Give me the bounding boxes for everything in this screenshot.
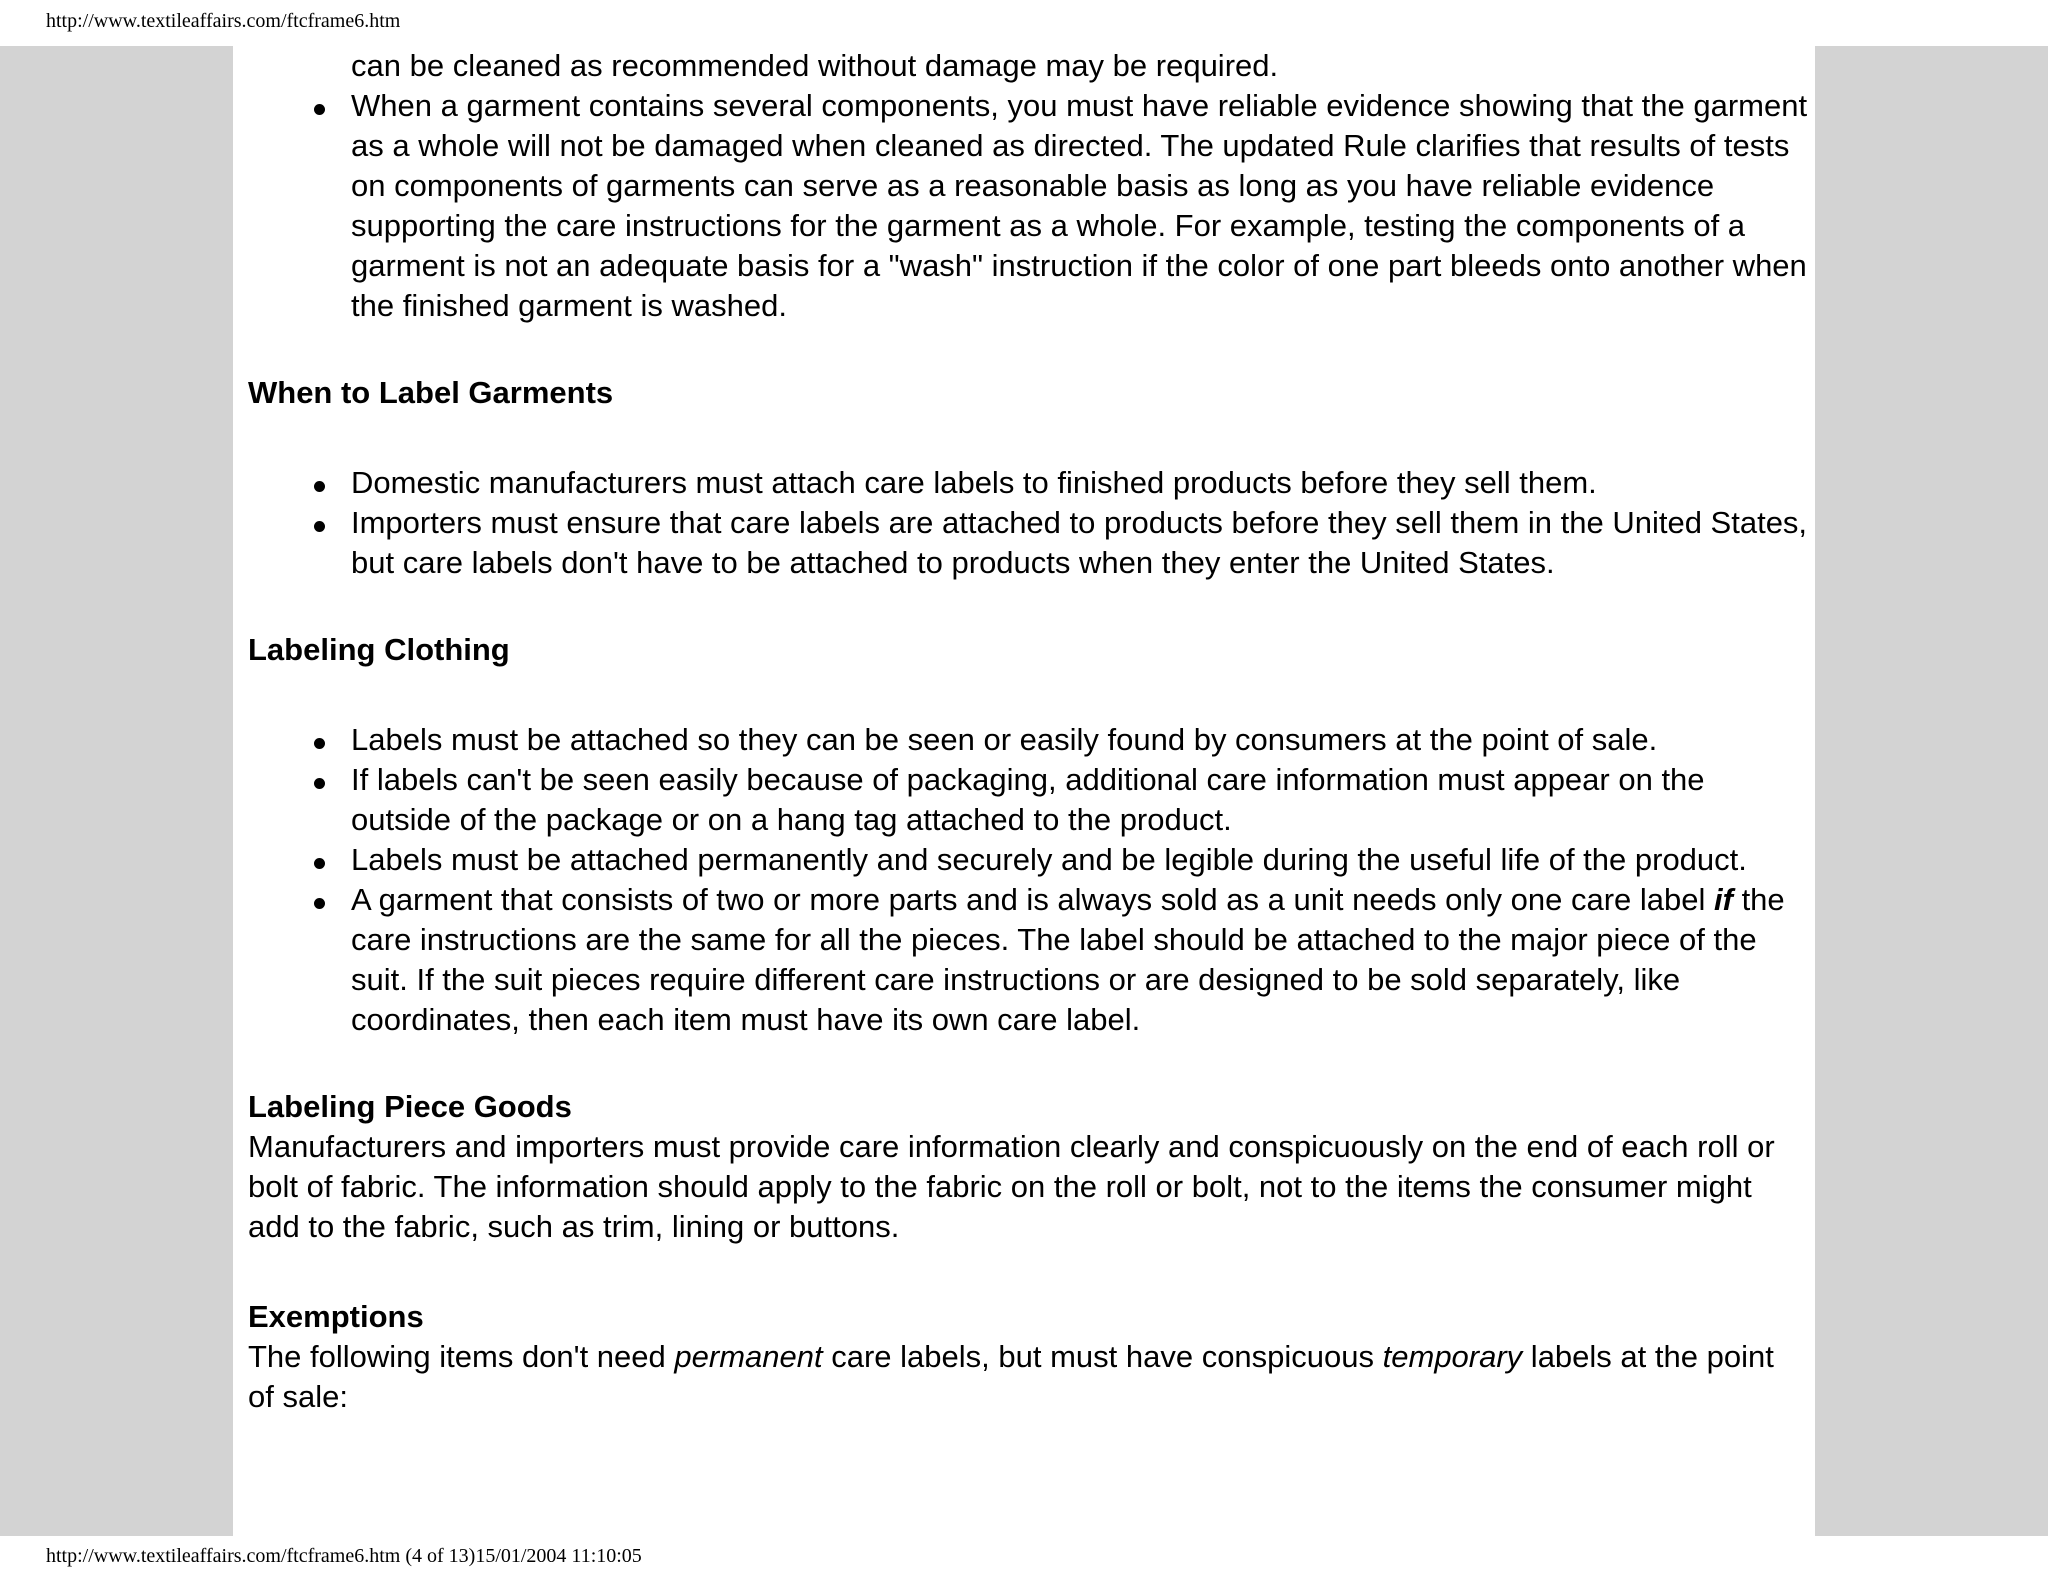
list-item-components: When a garment contains several components, you must have reliable evidence showing that the garment as a whole will not be damaged when cleaned as directed. The updated Rule clarifies that results of tests on components of garments can serve as a reasonable basis as long as you have reliable evidence supporting the care instructions for the garment as a whole. For example, testing the components of a garment is not an adequate basis for a "wash" instruction if the color of one part bleeds onto another when the finished garment is washed. <box>351 86 1808 326</box>
heading-labeling-clothing: Labeling Clothing <box>248 632 510 667</box>
list-item: Domestic manufacturers must attach care labels to finished products before they sell them. <box>351 463 1808 503</box>
exemptions-text-2: care labels, but must have conspicuous <box>822 1339 1383 1374</box>
exemptions-emphasis-temporary: temporary <box>1382 1339 1523 1374</box>
document-inner <box>248 46 1808 1417</box>
exemptions-text-1: The following items don't need <box>248 1339 675 1374</box>
page-url-header: http://www.textileaffairs.com/ftcframe6.htm <box>46 10 401 32</box>
page-url-footer: http://www.textileaffairs.com/ftcframe6.htm (4 of 13)15/01/2004 11:10:05 <box>46 1545 642 1567</box>
list-item-continued: can be cleaned as recommended without damage may be required. <box>351 48 1279 83</box>
list-item: If labels can't be seen easily because of packaging, additional care information must appear on the outside of the package or on a hang tag attached to the product. <box>351 760 1808 840</box>
unit-item-text-after: the care instructions are the same for all the pieces. The label should be attached to the major piece of the suit. If the suit pieces require different care instructions or are designed to be sold separately, like coordinates, then each item must have its own care label. <box>351 882 1785 1037</box>
exemptions-paragraph <box>248 1337 1808 1417</box>
list-item-unit-garment <box>351 880 1808 1040</box>
exemptions-text-3: labels at the point of sale: <box>248 1339 1774 1414</box>
document-content <box>233 46 1815 1536</box>
heading-labeling-piece-goods: Labeling Piece Goods <box>248 1089 572 1124</box>
list-item: Importers must ensure that care labels are attached to products before they sell them in the United States, but care labels don't have to be attached to products when they enter the United States. <box>351 503 1808 583</box>
intro-list <box>248 46 1808 326</box>
unit-item-emphasis: if <box>1714 882 1733 917</box>
exemptions-emphasis-permanent: permanent <box>674 1339 823 1374</box>
unit-item-text-before: A garment that consists of two or more parts and is always sold as a unit needs only one care label <box>351 882 1715 917</box>
list-item: Labels must be attached so they can be seen or easily found by consumers at the point of sale. <box>351 720 1808 760</box>
labeling-clothing-list <box>248 720 1808 1040</box>
piece-goods-paragraph: Manufacturers and importers must provide care information clearly and conspicuously on the end of each roll or bolt of fabric. The information should apply to the fabric on the roll or bolt, not to the items the consumer might add to the fabric, such as trim, lining or buttons. <box>248 1129 1775 1244</box>
heading-when-to-label: When to Label Garments <box>248 375 614 410</box>
list-item: Labels must be attached permanently and securely and be legible during the useful life of the product. <box>351 840 1808 880</box>
heading-exemptions: Exemptions <box>248 1299 424 1334</box>
when-to-label-list <box>248 463 1808 583</box>
